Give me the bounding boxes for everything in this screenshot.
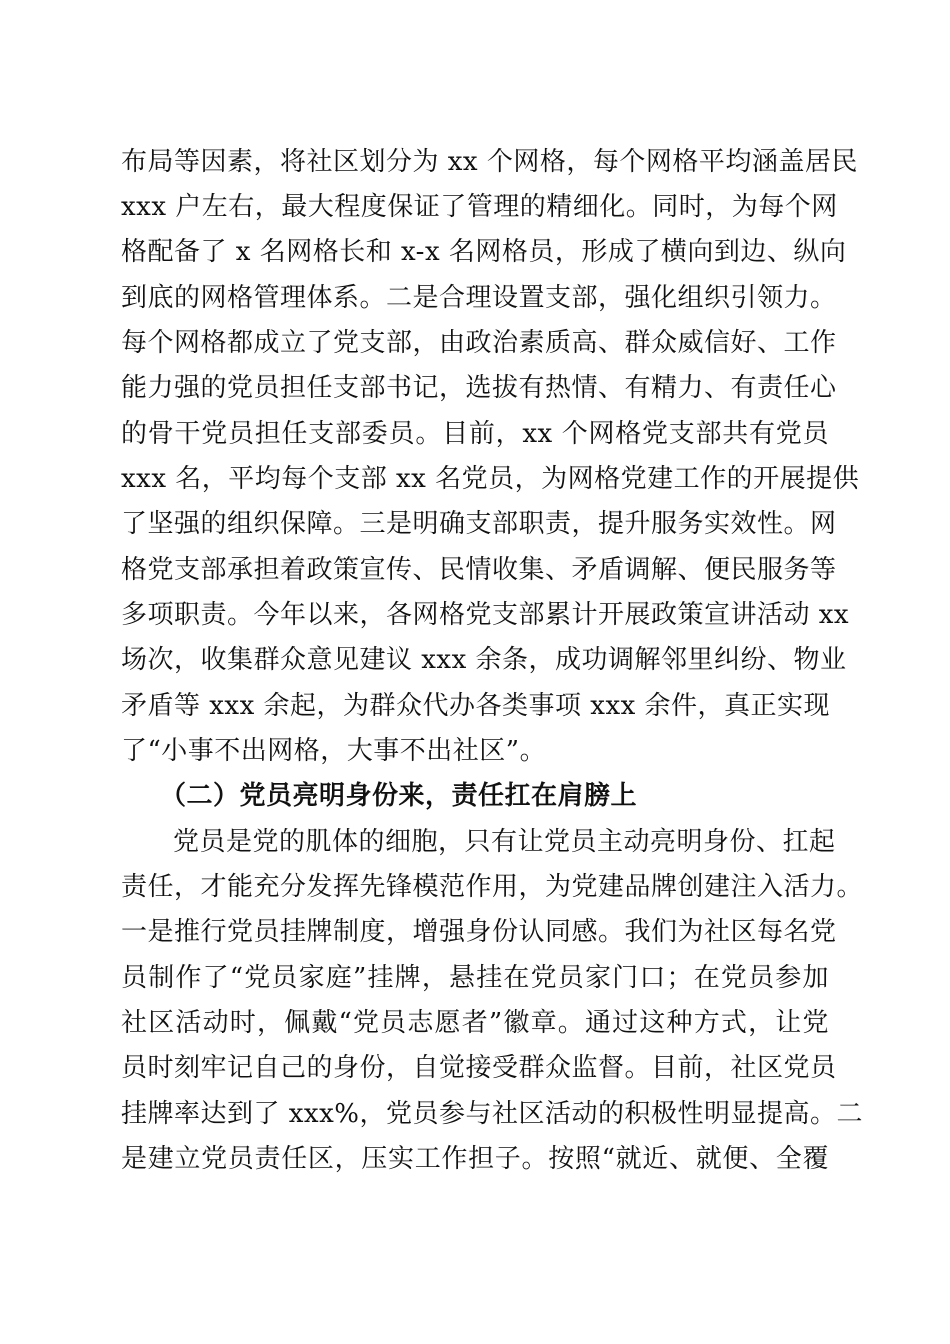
paragraph-line: 到底的网格管理体系。二是合理设置支部，强化组织引领力。 — [121, 283, 837, 313]
paragraph-line: 多项职责。今年以来，各网格党支部累计开展政策宣讲活动 xx — [121, 600, 850, 630]
paragraph-line: 一是推行党员挂牌制度，增强身份认同感。我们为社区每名党 — [121, 917, 837, 947]
paragraph-line: 布局等因素，将社区划分为 xx 个网格，每个网格平均涵盖居民 — [121, 147, 858, 177]
paragraph-line: 员时刻牢记自己的身份，自觉接受群众监督。目前，社区党员 — [121, 1053, 837, 1083]
paragraph-line: xxx 户左右，最大程度保证了管理的精细化。同时，为每个网 — [121, 192, 838, 222]
paragraph-line: 了坚强的组织保障。三是明确支部职责，提升服务实效性。网 — [121, 509, 837, 539]
paragraph-line: 是建立党员责任区，压实工作担子。按照“就近、就便、全覆 — [121, 1144, 829, 1174]
paragraph-line: 能力强的党员担任支部书记，选拔有热情、有精力、有责任心 — [121, 373, 837, 403]
paragraph-line: xxx 名，平均每个支部 xx 名党员，为网格党建工作的开展提供 — [121, 464, 860, 494]
section-heading: （二）党员亮明身份来，责任扛在肩膀上 — [160, 781, 638, 811]
paragraph-line: 党员是党的肌体的细胞，只有让党员主动亮明身份、扛起 — [173, 827, 836, 857]
paragraph-line: 了“小事不出网格，大事不出社区”。 — [121, 736, 547, 766]
paragraph-line: 格党支部承担着政策宣传、民情收集、矛盾调解、便民服务等 — [121, 555, 837, 585]
paragraph-line: 责任，才能充分发挥先锋模范作用，为党建品牌创建注入活力。 — [121, 872, 864, 902]
paragraph-line: 社区活动时，佩戴“党员志愿者”徽章。通过这种方式，让党 — [121, 1008, 829, 1038]
paragraph-line: 的骨干党员担任支部委员。目前，xx 个网格党支部共有党员 — [121, 419, 829, 449]
paragraph-line: 矛盾等 xxx 余起，为群众代办各类事项 xxx 余件，真正实现 — [121, 691, 831, 721]
paragraph-line: 场次，收集群众意见建议 xxx 余条，成功调解邻里纠纷、物业 — [121, 645, 847, 675]
paragraph-line: 格配备了 x 名网格长和 x-x 名网格员，形成了横向到边、纵向 — [121, 237, 847, 267]
paragraph-line: 挂牌率达到了 xxx%，党员参与社区活动的积极性明显提高。二 — [121, 1099, 863, 1129]
paragraph-line: 每个网格都成立了党支部，由政治素质高、群众威信好、工作 — [121, 328, 837, 358]
paragraph-line: 员制作了“党员家庭”挂牌，悬挂在党员家门口；在党员参加 — [121, 963, 829, 993]
